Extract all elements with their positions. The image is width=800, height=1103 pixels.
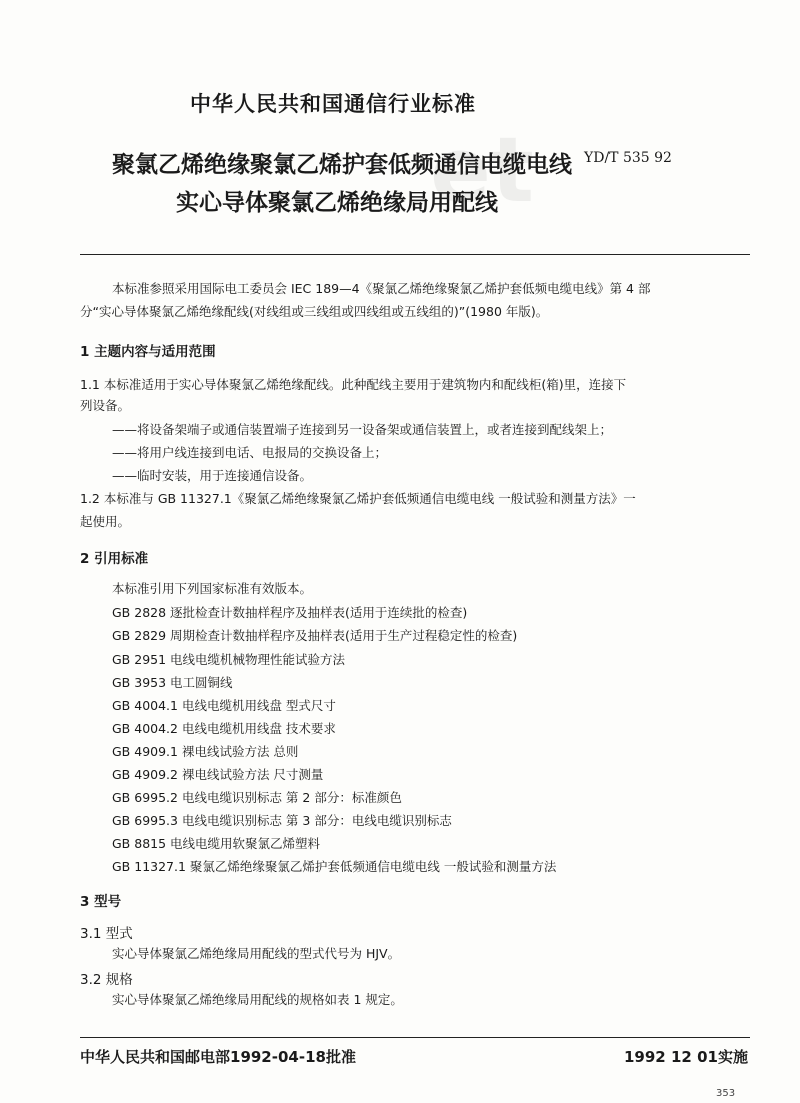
document-title-line1: 聚氯乙烯绝缘聚氯乙烯护套低频通信电缆电线: [112, 152, 572, 178]
standard-code: YD/T 535 92: [584, 150, 672, 166]
section-2-intro: 本标准引用下列国家标准有效版本。: [112, 581, 313, 596]
intro-line-1: 本标准参照采用国际电工委员会 IEC 189—4《聚氯乙烯绝缘聚氯乙烯护套低频电缆电线》第 4 部: [112, 281, 651, 296]
footer-divider: [80, 1037, 750, 1038]
section-2-heading: 2 引用标准: [80, 551, 149, 567]
clause-1-1-line-1: 1.1 本标准适用于实心导体聚氯乙烯绝缘配线。此种配线主要用于建筑物内和配线柜(箱)里，连接下: [80, 377, 627, 392]
list-item-2: ——将用户线连接到电话、电报局的交换设备上；: [112, 445, 388, 460]
reference-item: GB 4909.1 裸电线试验方法 总则: [112, 744, 299, 759]
watermark: et: [430, 118, 535, 223]
document-title-line2: 实心导体聚氯乙烯绝缘局用配线: [176, 190, 498, 216]
reference-item: GB 2951 电线电缆机械物理性能试验方法: [112, 652, 346, 667]
clause-3-1-text: 实心导体聚氯乙烯绝缘局用配线的型式代号为 HJV。: [112, 946, 401, 961]
clause-1-2-line-2: 起使用。: [80, 514, 131, 529]
list-item-3: ——临时安装，用于连接通信设备。: [112, 468, 313, 483]
clause-3-2-heading: 3.2 规格: [80, 972, 133, 988]
reference-item: GB 2828 逐批检查计数抽样程序及抽样表(适用于连续批的检查): [112, 605, 468, 620]
reference-item: GB 4004.1 电线电缆机用线盘 型式尺寸: [112, 698, 336, 713]
clause-3-2-text: 实心导体聚氯乙烯绝缘局用配线的规格如表 1 规定。: [112, 992, 403, 1007]
reference-item: GB 2829 周期检查计数抽样程序及抽样表(适用于生产过程稳定性的检查): [112, 628, 518, 643]
reference-item: GB 6995.3 电线电缆识别标志 第 3 部分：电线电缆识别标志: [112, 813, 452, 828]
header-divider: [80, 254, 750, 255]
approval-statement: 中华人民共和国邮电部1992-04-18批准: [80, 1048, 356, 1066]
clause-1-2-line-1: 1.2 本标准与 GB 11327.1《聚氯乙烯绝缘聚氯乙烯护套低频通信电缆电线 一般试验和测量方法》一: [80, 491, 636, 506]
clause-3-1-heading: 3.1 型式: [80, 926, 133, 942]
reference-item: GB 4909.2 裸电线试验方法 尺寸测量: [112, 767, 324, 782]
list-item-1: ——将设备架端子或通信装置端子连接到另一设备架或通信装置上，或者连接到配线架上；: [112, 422, 613, 437]
section-1-heading: 1 主题内容与适用范围: [80, 344, 216, 360]
issuing-organization: 中华人民共和国通信行业标准: [190, 92, 476, 116]
reference-item: GB 11327.1 聚氯乙烯绝缘聚氯乙烯护套低频通信电缆电线 一般试验和测量方法: [112, 859, 557, 874]
page-number: 353: [716, 1088, 736, 1099]
implementation-date: 1992 12 01实施: [624, 1048, 748, 1066]
reference-item: GB 8815 电线电缆用软聚氯乙烯塑料: [112, 836, 321, 851]
reference-item: GB 4004.2 电线电缆机用线盘 技术要求: [112, 721, 336, 736]
intro-line-2: 分“实心导体聚氯乙烯绝缘配线(对线组或三线组或四线组或五线组的)”(1980 年版)。: [80, 304, 549, 319]
reference-item: GB 6995.2 电线电缆识别标志 第 2 部分：标准颜色: [112, 790, 402, 805]
section-3-heading: 3 型号: [80, 894, 122, 910]
reference-item: GB 3953 电工圆铜线: [112, 675, 233, 690]
clause-1-1-line-2: 列设备。: [80, 398, 131, 413]
